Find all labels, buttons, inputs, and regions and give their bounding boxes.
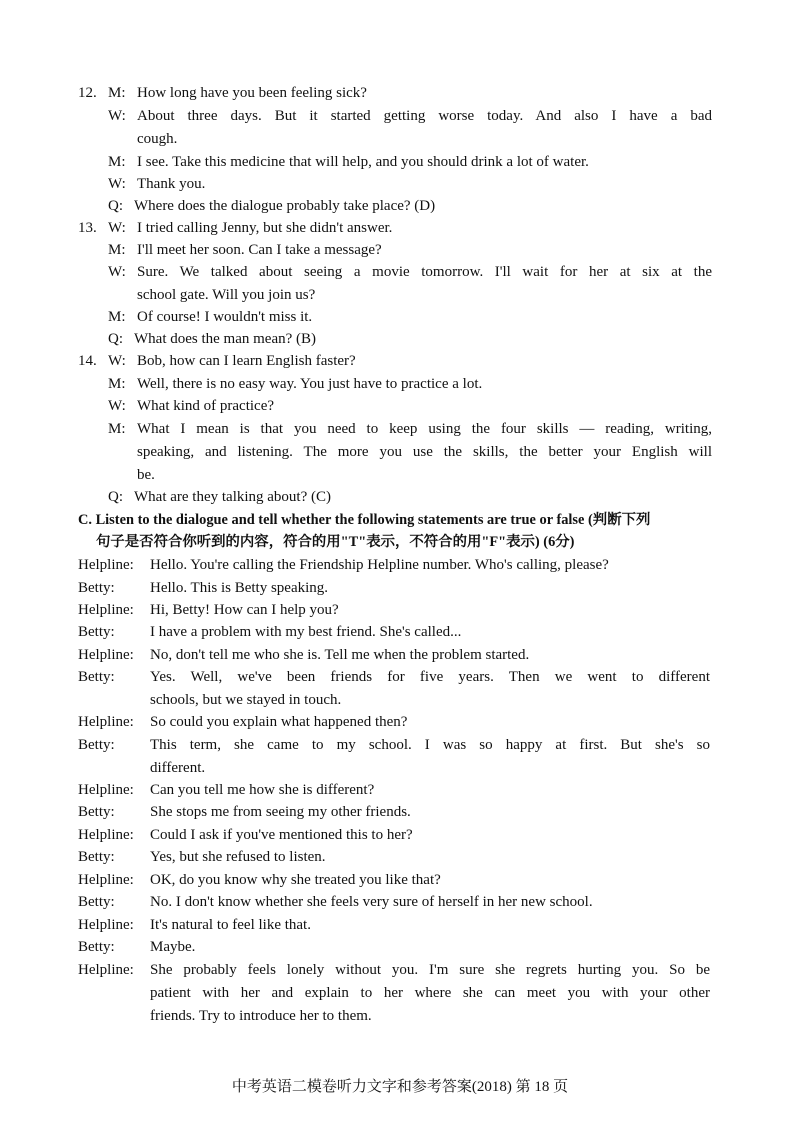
speaker: Helpline:: [78, 962, 134, 978]
utterance: She stops me from seeing my other friends.: [150, 804, 411, 820]
utterance: I'll meet her soon. Can I take a message?: [137, 242, 382, 258]
utterance: Maybe.: [150, 939, 196, 955]
question-number: 13.: [78, 220, 97, 236]
speaker: W:: [108, 220, 126, 236]
speaker: W:: [108, 176, 126, 192]
speaker: Betty:: [78, 894, 115, 910]
utterance: Hello. This is Betty speaking.: [150, 580, 329, 596]
speaker: W:: [108, 353, 126, 369]
speaker: Helpline:: [78, 557, 134, 573]
utterance: Yes, but she refused to listen.: [150, 849, 326, 865]
section-c-heading-cont: 句子是否符合你听到的内容，符合的用"T"表示，不符合的用"F"表示) (6分): [96, 534, 575, 550]
speaker: Helpline:: [78, 917, 134, 933]
speaker: Betty:: [78, 624, 115, 640]
utterance: It's natural to feel like that.: [150, 917, 311, 933]
speaker: M:: [108, 154, 126, 170]
speaker: Q:: [108, 489, 123, 505]
utterance: I see. Take this medicine that will help, and you should drink a lot of water.: [137, 154, 589, 170]
utterance: Yes. Well, we've been friends for five years. Then we went to different: [150, 669, 710, 685]
speaker: Betty:: [78, 939, 115, 955]
page-footer: 中考英语二模卷听力文字和参考答案(2018) 第 18 页: [231, 1079, 569, 1095]
utterance: Sure. We talked about seeing a movie tomorrow. I'll wait for her at six at the: [137, 264, 712, 280]
utterance: OK, do you know why she treated you like that?: [150, 872, 441, 888]
question-number: 12.: [78, 85, 97, 101]
dialogue-line-cont2: friends. Try to introduce her to them.: [150, 1008, 372, 1024]
q13-line3-cont: school gate. Will you join us?: [137, 287, 316, 303]
speaker: Helpline:: [78, 872, 134, 888]
dialogue-line-cont: schools, but we stayed in touch.: [150, 692, 342, 708]
speaker: W:: [108, 398, 126, 414]
utterance: Hi, Betty! How can I help you?: [150, 602, 339, 618]
utterance: Bob, how can I learn English faster?: [137, 353, 356, 369]
speaker: W:: [108, 108, 126, 124]
speaker: Helpline:: [78, 827, 134, 843]
speaker: M:: [108, 309, 126, 325]
utterance: How long have you been feeling sick?: [137, 85, 367, 101]
speaker: M:: [108, 421, 126, 437]
speaker: Helpline:: [78, 647, 134, 663]
question-number: 14.: [78, 353, 97, 369]
utterance: Well, there is no easy way. You just have to practice a lot.: [137, 376, 483, 392]
q14-line4-cont2: be.: [137, 467, 155, 483]
speaker: Betty:: [78, 669, 115, 685]
utterance: She probably feels lonely without you. I'm sure she regrets hurting you. So be: [150, 962, 710, 978]
utterance: What I mean is that you need to keep using the four skills — reading, writing,: [137, 421, 712, 437]
utterance: Could I ask if you've mentioned this to her?: [150, 827, 413, 843]
utterance: No, don't tell me who she is. Tell me when the problem started.: [150, 647, 530, 663]
speaker: Betty:: [78, 804, 115, 820]
question: What does the man mean? (B): [134, 331, 317, 347]
speaker: M:: [108, 85, 126, 101]
utterance: So could you explain what happened then?: [150, 714, 408, 730]
utterance: This term, she came to my school. I was so happy at first. But she's so: [150, 737, 710, 753]
utterance: About three days. But it started getting worse today. And also I have a bad: [137, 108, 712, 124]
dialogue-line-cont: different.: [150, 760, 206, 776]
utterance: No. I don't know whether she feels very sure of herself in her new school.: [150, 894, 593, 910]
question: What are they talking about? (C): [134, 489, 332, 505]
utterance: Of course! I wouldn't miss it.: [137, 309, 313, 325]
speaker: W:: [108, 264, 126, 280]
dialogue-line-cont: patient with her and explain to her where she can meet you with your other: [150, 985, 710, 1001]
question: Where does the dialogue probably take place? (D): [134, 198, 436, 214]
speaker: Betty:: [78, 849, 115, 865]
utterance: Can you tell me how she is different?: [150, 782, 375, 798]
utterance: Hello. You're calling the Friendship Helpline number. Who's calling, please?: [150, 557, 609, 573]
speaker: Betty:: [78, 580, 115, 596]
utterance: What kind of practice?: [137, 398, 275, 414]
speaker: Q:: [108, 331, 123, 347]
speaker: Helpline:: [78, 714, 134, 730]
speaker: Betty:: [78, 737, 115, 753]
utterance: Thank you.: [137, 176, 206, 192]
speaker: Helpline:: [78, 782, 134, 798]
speaker: Helpline:: [78, 602, 134, 618]
utterance: I tried calling Jenny, but she didn't answer.: [137, 220, 393, 236]
q12-line2-cont: cough.: [137, 131, 178, 147]
utterance: I have a problem with my best friend. She's called...: [150, 624, 462, 640]
speaker: M:: [108, 376, 126, 392]
speaker: M:: [108, 242, 126, 258]
speaker: Q:: [108, 198, 123, 214]
q14-line4-cont: speaking, and listening. The more you use the skills, the better your English will: [137, 444, 712, 460]
section-c-heading: C. Listen to the dialogue and tell whether the following statements are true or false (判断下列: [78, 512, 651, 528]
